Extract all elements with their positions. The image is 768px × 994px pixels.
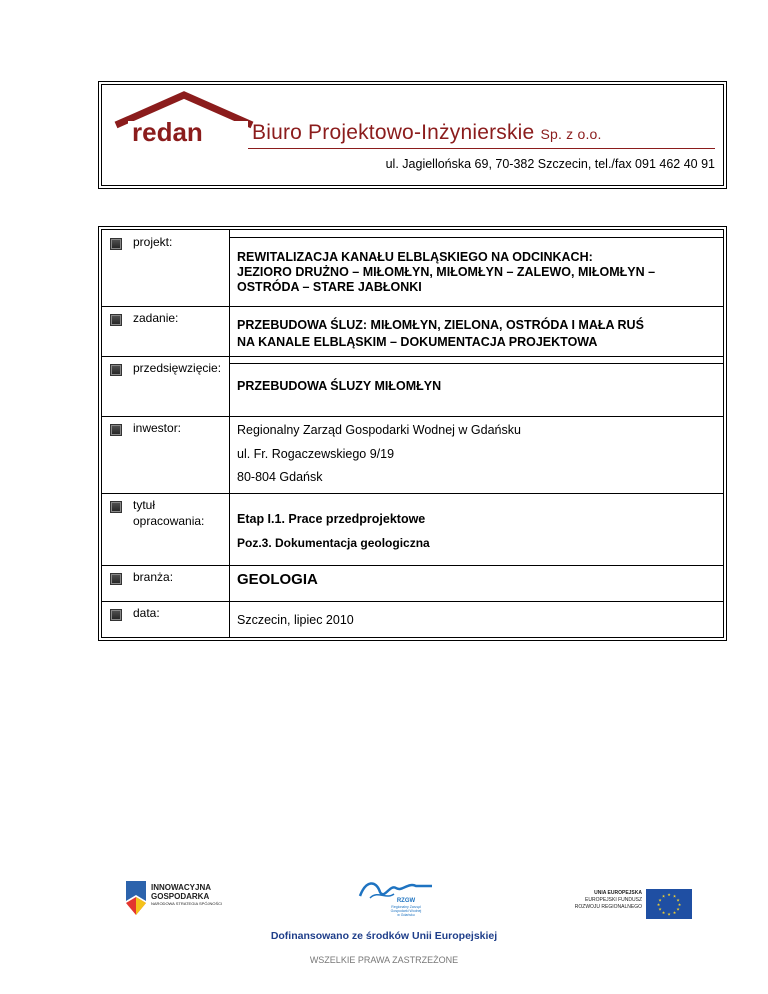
svg-text:★: ★ <box>667 911 671 917</box>
header-rule <box>248 148 715 149</box>
projekt-line-2: JEZIORO DRUŻNO – MIŁOMŁYN, MIŁOMŁYN – ZALEWO, MIŁOMŁYN – <box>237 265 656 279</box>
inwestor-line-1: Regionalny Zarząd Gospodarki Wodnej w Gdańsku <box>237 423 521 437</box>
rzgw-logo <box>356 878 436 920</box>
document-info-table <box>101 229 724 638</box>
zadanie-line-1: PRZEBUDOWA ŚLUZ: MIŁOMŁYN, ZIELONA, OSTRÓDA I MAŁA RUŚ <box>237 318 644 332</box>
rzgw-subtitle <box>378 905 434 917</box>
zadanie-line-2: NA KANALE ELBLĄSKIM – DOKUMENTACJA PROJEKTOWA <box>237 335 598 349</box>
label-tytul-line-1: tytuł <box>133 498 156 512</box>
rzgw-sub-1: Regionalny Zarząd <box>391 905 421 909</box>
data-value: Szczecin, lipiec 2010 <box>237 613 354 627</box>
eu-line-2: EUROPEJSKI FUNDUSZ <box>585 897 642 903</box>
row-projekt <box>102 230 723 307</box>
ig-emblem-icon <box>124 881 148 915</box>
svg-text:redan: redan <box>132 117 203 147</box>
ig-line-1: INNOWACYJNA <box>151 883 212 892</box>
ig-line-2: GOSPODARKA <box>151 892 210 901</box>
square-bullet-icon <box>110 609 122 621</box>
svg-text:★: ★ <box>667 892 671 897</box>
square-bullet-icon <box>110 364 122 376</box>
square-bullet-icon <box>110 314 122 326</box>
row-data <box>102 601 723 637</box>
label-data: data: <box>133 606 160 620</box>
company-name-text: Biuro Projektowo-Inżynierskie <box>252 121 535 144</box>
cofinance-note: Dofinansowano ze środków Unii Europejskiej <box>270 930 498 942</box>
inner-rule <box>229 363 723 364</box>
square-bullet-icon <box>110 238 122 250</box>
square-bullet-icon <box>110 501 122 513</box>
label-projekt: projekt: <box>133 235 173 249</box>
label-inwestor: inwestor: <box>133 421 182 435</box>
rzgw-name: RZGW <box>396 898 416 904</box>
projekt-line-1: REWITALIZACJA KANAŁU ELBLĄSKIEGO NA ODCINKACH: <box>237 250 593 264</box>
company-header <box>101 84 724 186</box>
company-address: ul. Jagiellońska 69, 70-382 Szczecin, tel./fax 091 462 40 91 <box>385 157 715 171</box>
svg-text:★: ★ <box>661 910 666 915</box>
label-zadanie: zadanie: <box>133 311 179 325</box>
inwestor-line-3: 80-804 Gdańsk <box>237 470 323 484</box>
svg-text:★: ★ <box>676 906 680 912</box>
row-inwestor <box>102 416 723 494</box>
company-suffix: Sp. z o.o. <box>540 126 602 142</box>
label-tytul-line-2: opracowania: <box>133 514 205 528</box>
inwestor-line-2: ul. Fr. Rogaczewskiego 9/19 <box>237 447 395 461</box>
redan-logo <box>108 91 258 147</box>
eu-line-1: UNIA EUROPEJSKA <box>594 890 642 896</box>
eu-line-3: ROZWOJU REGIONALNEGO <box>574 904 642 910</box>
label-tytul <box>133 497 204 529</box>
projekt-line-3: OSTRÓDA – STARE JABŁONKI <box>237 280 422 294</box>
row-branza <box>102 565 723 602</box>
tytul-line-1: Etap I.1. Prace przedprojektowe <box>237 512 426 526</box>
rzgw-sub-3: w Gdańsku <box>397 913 415 917</box>
row-tytul <box>102 493 723 566</box>
company-name <box>252 121 602 145</box>
rights-reserved: WSZELKIE PRAWA ZASTRZEŻONE <box>309 955 459 965</box>
eu-flag-icon <box>646 889 692 919</box>
label-przedsiewziecie: przedsięwzięcie: <box>133 361 222 375</box>
svg-text:★: ★ <box>661 893 666 899</box>
svg-text:★: ★ <box>676 897 680 903</box>
innowacyjna-gospodarka-logo <box>124 881 244 917</box>
label-branza: branża: <box>133 570 174 584</box>
tytul-line-2: Poz.3. Dokumentacja geologiczna <box>237 536 430 550</box>
square-bullet-icon <box>110 424 122 436</box>
ig-line-3: NARODOWA STRATEGIA SPÓJNOŚCI <box>151 901 223 906</box>
row-przedsiewziecie <box>102 356 723 417</box>
svg-text:★: ★ <box>658 897 662 903</box>
square-bullet-icon <box>110 573 122 585</box>
eu-fund-logo <box>560 888 694 920</box>
svg-text:★: ★ <box>672 893 677 899</box>
svg-text:★: ★ <box>656 902 661 907</box>
przedsiewziecie-value: PRZEBUDOWA ŚLUZY MIŁOMŁYN <box>237 379 442 393</box>
svg-text:★: ★ <box>672 910 677 915</box>
svg-text:★: ★ <box>677 902 682 907</box>
rzgw-sub-2: Gospodarki Wodnej <box>390 909 422 913</box>
row-zadanie <box>102 306 723 357</box>
svg-text:★: ★ <box>658 906 662 912</box>
inner-rule <box>229 237 723 238</box>
branza-value: GEOLOGIA <box>237 571 318 588</box>
